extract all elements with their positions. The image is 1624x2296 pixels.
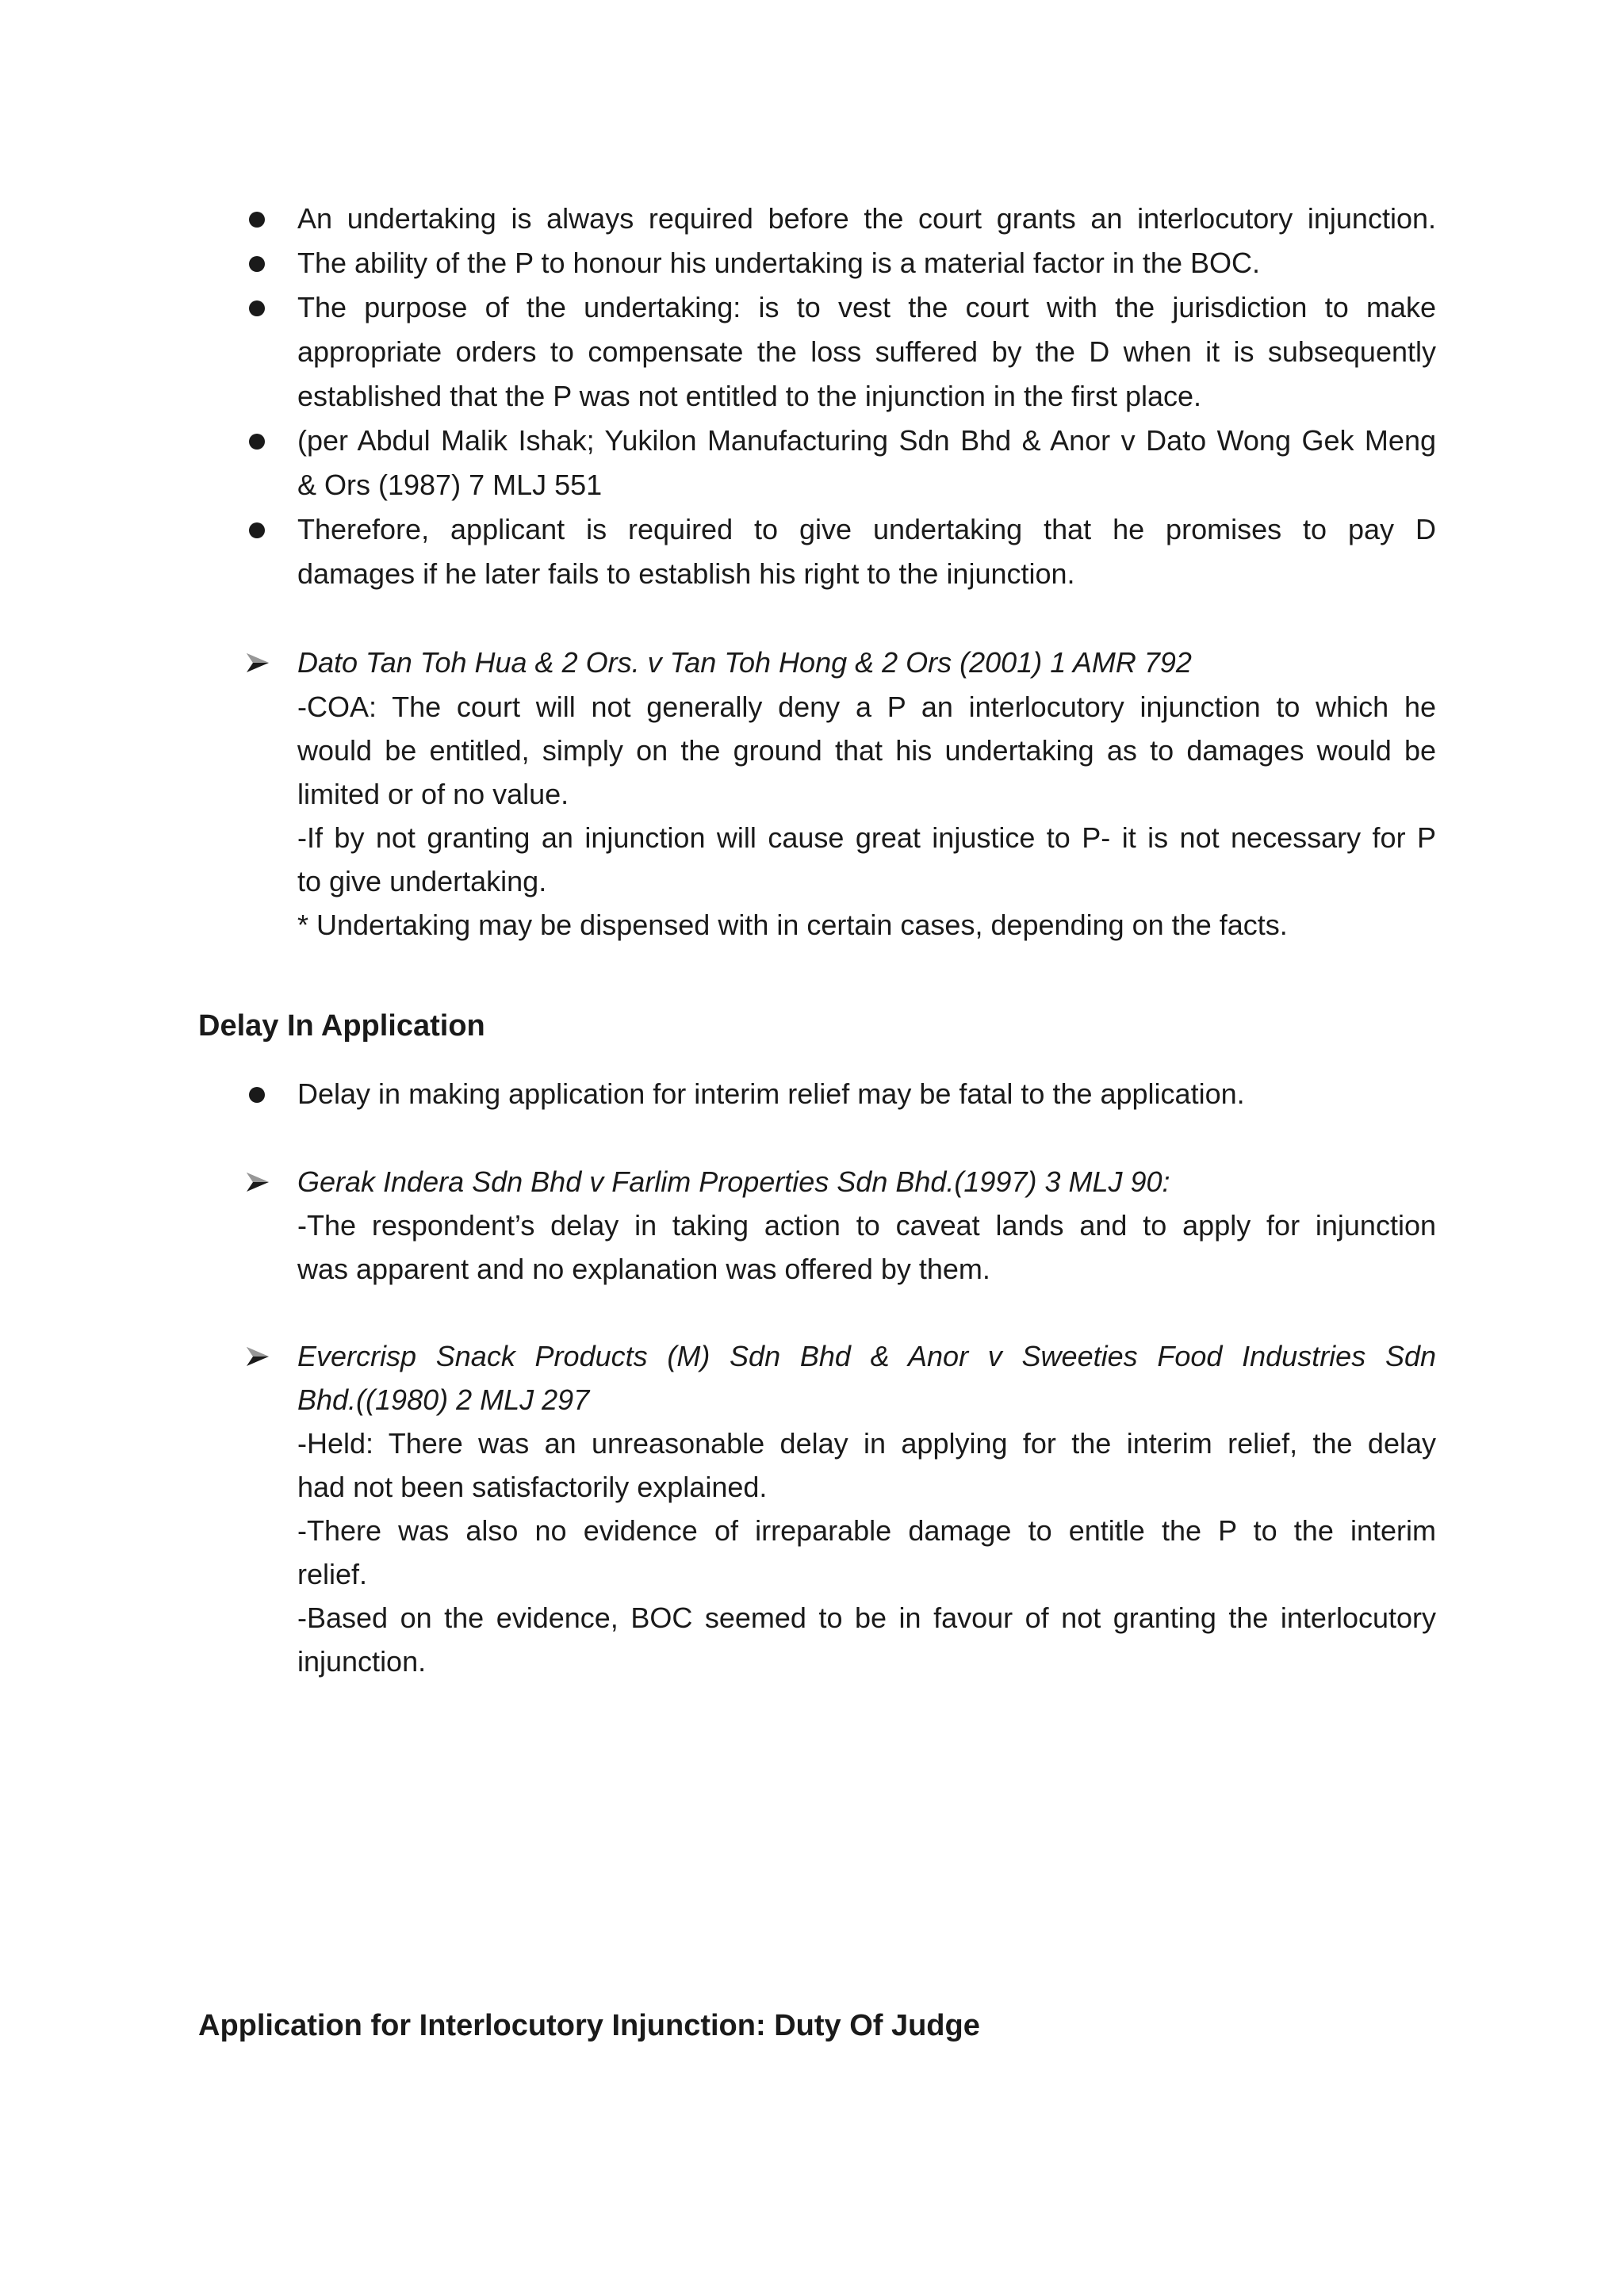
bullet-line: The ability of the P to honour his undertaking is a material factor in the BOC. xyxy=(297,247,1260,279)
case-text: -COA: The court will not generally deny a P an interlocutory injunction to which he xyxy=(297,691,1436,723)
bullet-icon xyxy=(249,256,265,272)
case-title: Bhd.((1980) 2 MLJ 297 xyxy=(297,1383,590,1416)
bullet-line: & Ors (1987) 7 MLJ 551 xyxy=(297,469,603,501)
case-title: Evercrisp Snack Products (M) Sdn Bhd & Anor v Sweeties Food Industries Sdn xyxy=(297,1340,1436,1372)
case-text: limited or of no value. xyxy=(297,778,569,810)
bullet-icon xyxy=(249,300,265,316)
bullet-icon xyxy=(249,1087,265,1103)
arrow-bullet-icon xyxy=(245,1345,270,1368)
bullet-line: appropriate orders to compensate the loss suffered by the D when it is subsequently xyxy=(297,335,1436,368)
case-text: was apparent and no explanation was offered by them. xyxy=(297,1253,990,1285)
case-text: would be entitled, simply on the ground that his undertaking as to damages would be xyxy=(297,734,1436,767)
case-text: -Based on the evidence, BOC seemed to be in favour of not granting the interlocutory xyxy=(297,1601,1436,1634)
case-text: injunction. xyxy=(297,1645,427,1678)
case-title: Dato Tan Toh Hua & 2 Ors. v Tan Toh Hong & 2 Ors (2001) 1 AMR 792 xyxy=(297,646,1192,679)
bullet-icon xyxy=(249,522,265,538)
bullet-icon xyxy=(249,212,265,228)
bullet-line: (per Abdul Malik Ishak; Yukilon Manufacturing Sdn Bhd & Anor v Dato Wong Gek Meng xyxy=(297,424,1436,457)
case-text: -If by not granting an injunction will cause great injustice to P- it is not necessary for P xyxy=(297,821,1436,854)
bullet-line: An undertaking is always required before the court grants an interlocutory injunction. xyxy=(297,202,1436,235)
bullet-line: The purpose of the undertaking: is to vest the court with the jurisdiction to make xyxy=(297,291,1436,323)
bullet-line: Delay in making application for interim relief may be fatal to the application. xyxy=(297,1077,1245,1110)
bullet-line: Therefore, applicant is required to give undertaking that he promises to pay D xyxy=(297,513,1436,545)
bullet-line: damages if he later fails to establish his right to the injunction. xyxy=(297,557,1075,590)
case-title: Gerak Indera Sdn Bhd v Farlim Properties Sdn Bhd.(1997) 3 MLJ 90: xyxy=(297,1165,1170,1198)
case-text: -There was also no evidence of irreparable damage to entitle the P to the interim xyxy=(297,1514,1436,1547)
arrow-bullet-icon xyxy=(245,1171,270,1193)
bullet-line: established that the P was not entitled to the injunction in the first place. xyxy=(297,380,1202,412)
case-text: -Held: There was an unreasonable delay in applying for the interim relief, the delay xyxy=(297,1427,1436,1460)
bullet-icon xyxy=(249,434,265,450)
case-text: -The respondent’s delay in taking action to caveat lands and to apply for injunction xyxy=(297,1209,1436,1242)
section-heading: Delay In Application xyxy=(198,1009,485,1043)
case-text: to give undertaking. xyxy=(297,865,547,897)
case-text: * Undertaking may be dispensed with in certain cases, depending on the facts. xyxy=(297,909,1288,941)
section-heading: Application for Interlocutory Injunction: Duty Of Judge xyxy=(198,2009,980,2042)
case-text: had not been satisfactorily explained. xyxy=(297,1471,768,1503)
case-text: relief. xyxy=(297,1558,368,1590)
arrow-bullet-icon xyxy=(245,652,270,674)
